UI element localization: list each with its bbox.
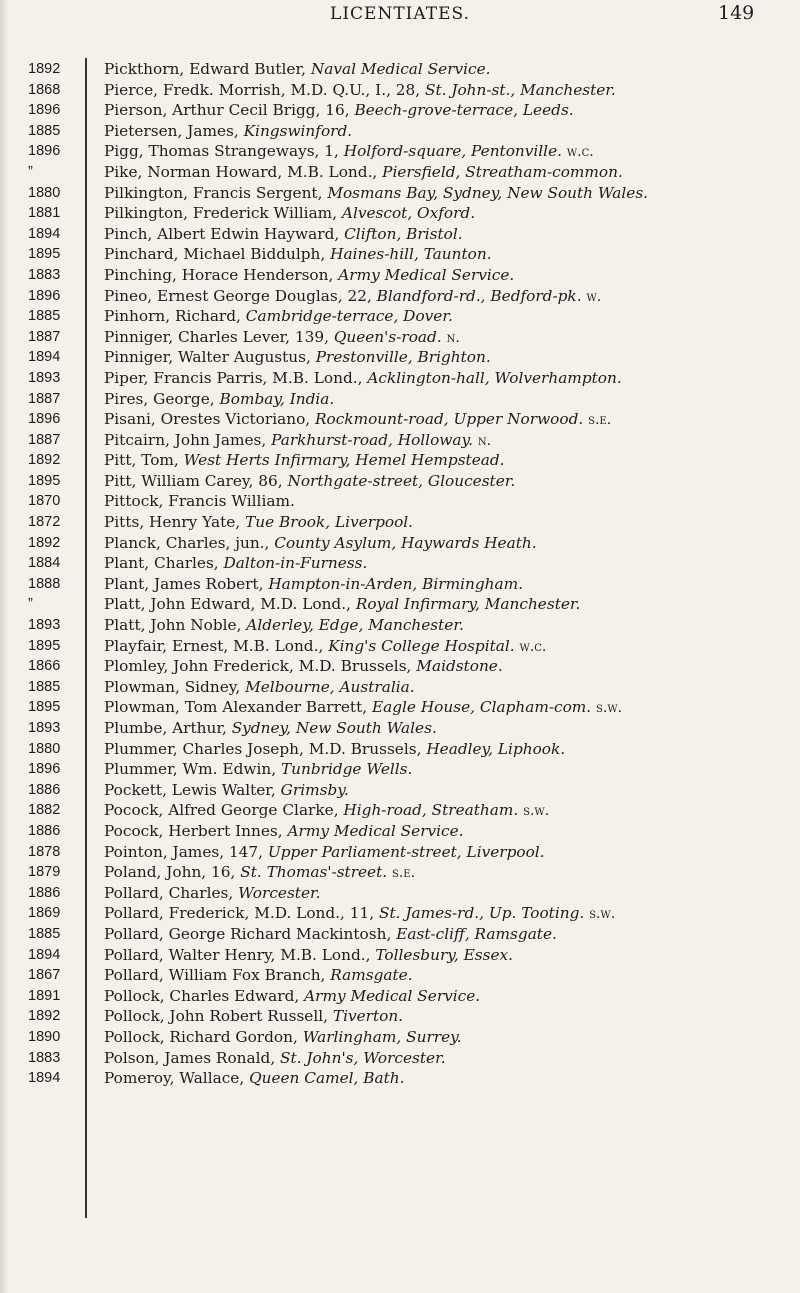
entry-year: 1888 <box>28 575 61 592</box>
page-number: 149 <box>718 2 755 24</box>
list-item <box>0 760 800 781</box>
entry-location: West Herts Infirmary, Hemel Hempstead. <box>183 451 505 470</box>
entry-name: Plummer, Wm. Edwin, <box>104 760 281 779</box>
entry-year: 1894 <box>28 946 61 963</box>
entry-name: Pilkington, Frederick William, <box>104 204 342 223</box>
entry-text <box>94 1069 794 1090</box>
list-item <box>0 1069 800 1090</box>
entry-year: 1886 <box>28 781 61 798</box>
entry-year: 1896 <box>28 761 61 778</box>
entry-year: 1878 <box>28 843 61 860</box>
list-item <box>0 843 800 864</box>
entry-name: Pittock, Francis William. <box>104 492 295 511</box>
entry-name: Pilkington, Francis Sergent, <box>104 183 328 202</box>
entry-text <box>94 163 794 184</box>
list-item <box>0 657 800 678</box>
entry-name: Piper, Francis Parris, M.B. Lond., <box>104 368 368 387</box>
entry-postal-district: s.w. <box>596 700 623 717</box>
list-item <box>0 369 800 390</box>
list-item <box>0 1007 800 1028</box>
entry-year: 1880 <box>28 184 61 201</box>
entry-text <box>94 616 794 637</box>
entry-text <box>94 142 794 163</box>
list-item <box>0 266 800 287</box>
list-item <box>0 101 800 122</box>
entry-name: Platt, John Edward, M.D. Lond., <box>104 595 356 614</box>
entry-year: 1880 <box>28 740 61 757</box>
entry-location: Alderley, Edge, Manchester. <box>246 616 464 635</box>
entry-year: ” <box>28 596 33 613</box>
entry-location: Naval Medical Service. <box>310 60 491 78</box>
entry-year: 1887 <box>28 328 61 345</box>
entry-year: 1869 <box>28 905 61 922</box>
entry-name: Pocock, Herbert Innes, <box>104 821 288 840</box>
list-item <box>0 513 800 534</box>
entry-location: King's College Hospital. <box>328 636 515 655</box>
list-item <box>0 390 800 411</box>
list-item <box>0 163 800 184</box>
entry-location: Royal Infirmary, Manchester. <box>355 595 581 614</box>
entry-name: Pollock, John Robert Russell, <box>104 1007 333 1026</box>
entry-text <box>94 554 794 575</box>
list-item <box>0 801 800 822</box>
list-item <box>0 245 800 266</box>
entry-location: Grimsby. <box>280 780 349 799</box>
list-item <box>0 822 800 843</box>
entry-location: East-cliff, Ramsgate. <box>396 924 557 943</box>
entry-name: Plant, James Robert, <box>104 574 269 593</box>
entry-location: Army Medical Service. <box>304 986 481 1005</box>
entry-name: Pitcairn, John James, <box>104 430 272 449</box>
entry-text <box>94 925 794 946</box>
entry-text <box>94 863 794 884</box>
entry-year: 1870 <box>28 493 61 510</box>
list-item <box>0 904 800 925</box>
entry-year: 1887 <box>28 390 61 407</box>
list-item <box>0 225 800 246</box>
entry-year: 1896 <box>28 143 61 160</box>
entry-year: 1882 <box>28 802 61 819</box>
entry-name: Pockett, Lewis Walter, <box>104 780 281 799</box>
entry-location: St. James-rd., Up. Tooting. <box>378 904 585 923</box>
entry-name: Pietersen, James, <box>104 121 244 140</box>
entry-location: Tiverton. <box>332 1007 404 1026</box>
entry-name: Platt, John Noble, <box>104 616 247 635</box>
entry-location: Maidstone. <box>416 657 503 676</box>
entry-year: 1890 <box>28 1028 61 1045</box>
entry-year: 1886 <box>28 884 61 901</box>
entry-text <box>94 328 794 349</box>
entry-location: Clifton, Bristol. <box>344 224 463 243</box>
entry-location: Queen's-road. <box>333 327 442 346</box>
entry-location: Rockmount-road, Upper Norwood. <box>315 410 584 429</box>
entry-location: Parkhurst-road, Holloway. <box>271 430 473 449</box>
list-item <box>0 81 800 102</box>
list-item <box>0 60 800 81</box>
entry-year: 1881 <box>28 205 61 222</box>
entry-text <box>94 410 794 431</box>
entry-name: Poland, John, 16, <box>104 863 241 882</box>
list-item <box>0 307 800 328</box>
entry-name: Pollard, William Fox Branch, <box>104 966 331 985</box>
entry-name: Planck, Charles, jun., <box>104 533 275 552</box>
entry-name: Pires, George, <box>104 389 220 408</box>
entry-text <box>94 966 794 987</box>
entry-name: Pierce, Fredk. Morrish, M.D. Q.U., I., 28, <box>104 80 425 99</box>
entry-name: Pike, Norman Howard, M.B. Lond., <box>104 162 383 181</box>
list-item <box>0 884 800 905</box>
entry-year: 1867 <box>28 967 61 984</box>
entry-year: 1885 <box>28 925 61 942</box>
entry-postal-district: s.w. <box>523 803 550 820</box>
list-item <box>0 616 800 637</box>
entry-name: Pollock, Charles Edward, <box>104 986 305 1005</box>
entry-location: Holford-square, Pentonville. <box>343 142 562 161</box>
list-item <box>0 637 800 658</box>
entry-location: Alvescot, Oxford. <box>341 204 476 223</box>
entry-year: 1872 <box>28 514 61 531</box>
entry-text <box>94 369 794 390</box>
entry-name: Pollard, Frederick, M.D. Lond., 11, <box>104 904 379 923</box>
entry-text <box>94 1007 794 1028</box>
entry-location: St. Thomas'-street. <box>240 863 388 882</box>
entry-location: Tunbridge Wells. <box>280 760 413 779</box>
entry-year: 1866 <box>28 658 61 675</box>
list-item <box>0 492 800 513</box>
list-item <box>0 575 800 596</box>
list-item <box>0 740 800 761</box>
entry-text <box>94 904 794 925</box>
entry-year: 1894 <box>28 225 61 242</box>
entry-year: 1895 <box>28 246 61 263</box>
entry-text <box>94 575 794 596</box>
list-item <box>0 863 800 884</box>
entry-text <box>94 781 794 802</box>
entry-name: Pinch, Albert Edwin Hayward, <box>104 224 345 243</box>
entry-name: Pollard, Walter Henry, M.B. Lond., <box>104 945 376 964</box>
entry-year: 1895 <box>28 472 61 489</box>
list-item <box>0 534 800 555</box>
entry-text <box>94 637 794 658</box>
entry-location: Blandford-rd., Bedford-pk. <box>376 286 582 305</box>
entry-text <box>94 431 794 452</box>
entry-location: Bombay, India. <box>219 389 335 408</box>
entry-year: 1891 <box>28 987 61 1004</box>
entry-text <box>94 492 794 513</box>
entry-name: Pickthorn, Edward Butler, <box>104 60 311 78</box>
entry-postal-district: w.c. <box>566 144 594 161</box>
entry-location: Cambridge-terrace, Dover. <box>245 307 453 326</box>
entry-location: Eagle House, Clapham-com. <box>371 698 592 717</box>
list-item <box>0 946 800 967</box>
entry-name: Plumbe, Arthur, <box>104 719 232 737</box>
entry-location: Acklington-hall, Wolverhampton. <box>367 368 622 387</box>
entry-name: Pinniger, Charles Lever, 139, <box>104 327 334 346</box>
entry-name: Pigg, Thomas Strangeways, 1, <box>104 142 344 161</box>
entry-location: Melbourne, Australia. <box>245 677 415 696</box>
entry-location: Warlingham, Surrey. <box>302 1027 462 1046</box>
entry-location: Mosmans Bay, Sydney, New South Wales. <box>327 183 649 202</box>
list-item <box>0 781 800 802</box>
list-item <box>0 204 800 225</box>
entry-year: 1892 <box>28 534 61 551</box>
entry-name: Plomley, John Frederick, M.D. Brussels, <box>104 657 417 676</box>
entry-text <box>94 266 794 287</box>
entry-location: Haines-hill, Taunton. <box>330 245 492 264</box>
list-item <box>0 554 800 575</box>
entry-name: Plant, Charles, <box>104 554 224 573</box>
entry-name: Pierson, Arthur Cecil Brigg, 16, <box>104 101 355 120</box>
page-header <box>0 0 800 28</box>
entry-year: 1894 <box>28 349 61 366</box>
entry-text <box>94 81 794 102</box>
entry-year: 1885 <box>28 308 61 325</box>
entry-location: Headley, Liphook. <box>426 739 566 758</box>
entry-postal-district: s.e. <box>392 865 416 882</box>
entry-year: 1896 <box>28 411 61 428</box>
entry-text <box>94 740 794 761</box>
list-item <box>0 431 800 452</box>
entry-location: Piersfield, Streatham-common. <box>382 162 623 181</box>
entry-text <box>94 657 794 678</box>
entry-name: Pitts, Henry Yate, <box>104 513 246 532</box>
entry-text <box>94 719 794 740</box>
entry-location: Kingswinford. <box>243 121 353 140</box>
entry-location: Northgate-street, Gloucester. <box>287 471 516 490</box>
entry-name: Pitt, William Carey, 86, <box>104 471 288 490</box>
entry-location: Hampton-in-Arden, Birmingham. <box>268 574 523 593</box>
entry-text <box>94 698 794 719</box>
entry-year: 1868 <box>28 81 61 98</box>
entry-name: Polson, James Ronald, <box>104 1048 281 1067</box>
entry-year: 1886 <box>28 822 61 839</box>
entry-text <box>94 678 794 699</box>
entry-year: 1883 <box>28 266 61 283</box>
list-item <box>0 987 800 1008</box>
entry-text <box>94 204 794 225</box>
entry-name: Pitt, Tom, <box>104 451 184 470</box>
entry-location: Prestonville, Brighton. <box>315 348 491 367</box>
entry-name: Pocock, Alfred George Clarke, <box>104 801 344 820</box>
list-item <box>0 410 800 431</box>
entry-postal-district: s.w. <box>589 906 616 923</box>
list-item <box>0 678 800 699</box>
entry-name: Pomeroy, Wallace, <box>104 1069 250 1088</box>
entry-name: Pointon, James, 147, <box>104 842 268 861</box>
entry-location: Upper Parliament-street, Liverpool. <box>267 842 545 861</box>
entry-location: Worcester. <box>238 883 321 902</box>
entry-year: 1894 <box>28 1070 61 1087</box>
entry-text <box>94 122 794 143</box>
entry-text <box>94 1049 794 1070</box>
entry-name: Pineo, Ernest George Douglas, 22, <box>104 286 377 305</box>
entry-text <box>94 843 794 864</box>
list-item <box>0 1049 800 1070</box>
entry-year: 1896 <box>28 102 61 119</box>
entry-text <box>94 101 794 122</box>
entry-year: 1883 <box>28 1049 61 1066</box>
entry-name: Pinniger, Walter Augustus, <box>104 348 316 367</box>
entry-text <box>94 822 794 843</box>
entry-name: Pollard, Charles, <box>104 883 239 902</box>
list-item <box>0 451 800 472</box>
entry-text <box>94 884 794 905</box>
entry-text <box>94 184 794 205</box>
entry-name: Plowman, Tom Alexander Barrett, <box>104 698 372 717</box>
entry-postal-district: w.c. <box>519 638 547 655</box>
list-item <box>0 698 800 719</box>
entry-text <box>94 348 794 369</box>
list-item <box>0 184 800 205</box>
list-item <box>0 328 800 349</box>
entry-text <box>94 245 794 266</box>
entry-location: St. John's, Worcester. <box>280 1048 446 1067</box>
entry-name: Plummer, Charles Joseph, M.D. Brussels, <box>104 739 427 758</box>
licentiates-list <box>0 60 800 1090</box>
entry-year: 1892 <box>28 452 61 469</box>
entry-postal-district: w. <box>586 288 602 305</box>
list-item <box>0 925 800 946</box>
entry-year: 1887 <box>28 431 61 448</box>
list-item <box>0 595 800 616</box>
entry-text <box>94 1028 794 1049</box>
entry-text <box>94 60 794 81</box>
entry-location: Army Medical Service. <box>338 265 515 284</box>
entry-year: 1893 <box>28 617 61 634</box>
entry-text <box>94 287 794 308</box>
entry-text <box>94 534 794 555</box>
entry-text <box>94 472 794 493</box>
entry-name: Playfair, Ernest, M.B. Lond., <box>104 636 329 655</box>
entry-text <box>94 801 794 822</box>
entry-year: 1884 <box>28 555 61 572</box>
list-item <box>0 142 800 163</box>
entry-location: Tue Brook, Liverpool. <box>245 513 414 532</box>
entry-postal-district: n. <box>477 432 492 449</box>
entry-name: Pisani, Orestes Victoriano, <box>104 410 315 429</box>
entry-text <box>94 451 794 472</box>
entry-name: Pollock, Richard Gordon, <box>104 1027 303 1046</box>
entry-location: County Asylum, Haywards Heath. <box>274 533 537 552</box>
entry-postal-district: s.e. <box>588 412 612 429</box>
entry-location: St. John-st., Manchester. <box>424 80 616 99</box>
entry-text <box>94 390 794 411</box>
entry-year: 1892 <box>28 61 61 77</box>
entry-location: Army Medical Service. <box>287 821 464 840</box>
entry-year: 1892 <box>28 1008 61 1025</box>
entry-text <box>94 225 794 246</box>
entry-name: Pinchard, Michael Biddulph, <box>104 245 331 264</box>
entry-year: 1885 <box>28 678 61 695</box>
running-title: LICENTIATES. <box>330 4 470 24</box>
entry-text <box>94 760 794 781</box>
list-item <box>0 1028 800 1049</box>
entry-text <box>94 307 794 328</box>
list-item <box>0 472 800 493</box>
entry-name: Pinching, Horace Henderson, <box>104 265 339 284</box>
entry-text <box>94 513 794 534</box>
list-item <box>0 287 800 308</box>
entry-location: High-road, Streatham. <box>343 801 519 820</box>
entry-postal-district: n. <box>446 329 460 346</box>
list-item <box>0 122 800 143</box>
entry-year: 1885 <box>28 122 61 139</box>
entry-name: Pollard, George Richard Mackintosh, <box>104 924 397 943</box>
entry-text <box>94 595 794 616</box>
list-item <box>0 719 800 740</box>
entry-year: 1893 <box>28 720 61 736</box>
entry-year: 1893 <box>28 369 61 386</box>
entry-year: ” <box>28 163 33 180</box>
entry-location: Tollesbury, Essex. <box>375 945 514 964</box>
entry-location: Sydney, New South Wales. <box>231 719 437 737</box>
entry-location: Beech-grove-terrace, Leeds. <box>354 101 574 120</box>
entry-year: 1896 <box>28 287 61 304</box>
entry-text <box>94 946 794 967</box>
entry-location: Ramsgate. <box>330 966 413 985</box>
entry-location: Dalton-in-Furness. <box>223 554 368 573</box>
entry-year: 1879 <box>28 864 61 881</box>
list-item <box>0 966 800 987</box>
entry-name: Plowman, Sidney, <box>104 677 246 696</box>
entry-year: 1895 <box>28 699 61 716</box>
entry-name: Pinhorn, Richard, <box>104 307 246 326</box>
entry-location: Queen Camel, Bath. <box>249 1069 405 1088</box>
list-item <box>0 348 800 369</box>
entry-text <box>94 987 794 1008</box>
entry-year: 1895 <box>28 637 61 654</box>
